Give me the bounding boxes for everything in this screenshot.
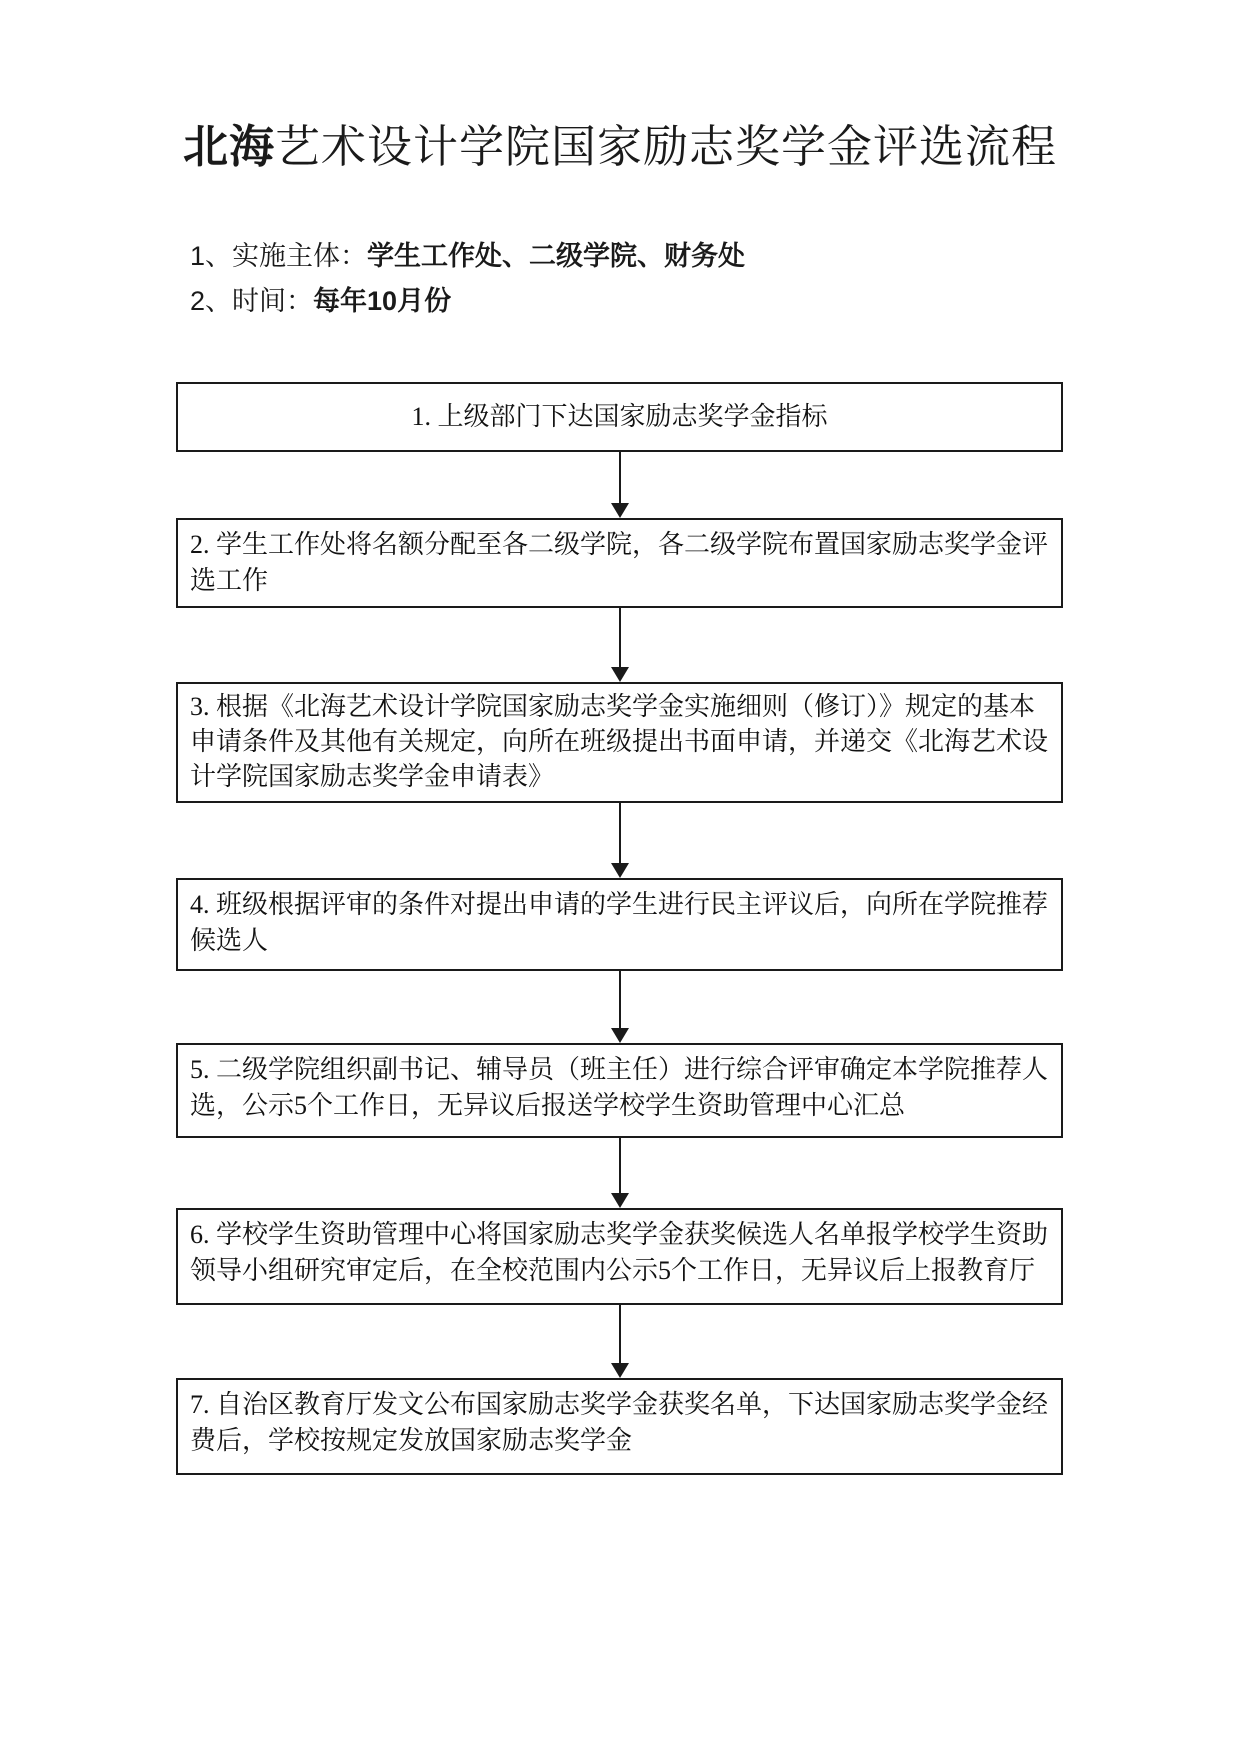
arrow-shaft xyxy=(619,1138,621,1193)
flow-step-5: 5. 二级学院组织副书记、辅导员（班主任）进行综合评审确定本学院推荐人选，公示5个工作日，无异议后报送学校学生资助管理中心汇总 xyxy=(176,1043,1063,1138)
intro-time-value: 每年10月份 xyxy=(313,286,452,316)
flow-step-1: 1. 上级部门下达国家励志奖学金指标 xyxy=(176,382,1063,452)
flow-step-6: 6. 学校学生资助管理中心将国家励志奖学金获奖候选人名单报学校学生资助领导小组研究审定后，在全校范围内公示5个工作日，无异议后上报教育厅 xyxy=(176,1208,1063,1305)
down-arrow-icon xyxy=(176,608,1063,682)
arrow-head xyxy=(611,667,629,682)
arrow-shaft xyxy=(619,803,621,863)
down-arrow-icon xyxy=(176,1305,1063,1378)
intro-implementers-label: 1、实施主体： xyxy=(190,241,368,271)
intro-section xyxy=(190,234,745,324)
flow-step-3: 3. 根据《北海艺术设计学院国家励志奖学金实施细则（修订）》规定的基本申请条件及其他有关规定，向所在班级提出书面申请，并递交《北海艺术设计学院国家励志奖学金申请表》 xyxy=(176,682,1063,803)
flow-step-7: 7. 自治区教育厅发文公布国家励志奖学金获奖名单，下达国家励志奖学金经费后，学校按规定发放国家励志奖学金 xyxy=(176,1378,1063,1475)
arrow-shaft xyxy=(619,608,621,667)
down-arrow-icon xyxy=(176,803,1063,878)
intro-line-time xyxy=(190,279,745,324)
title-school-name: 北海 xyxy=(182,121,275,172)
page-title xyxy=(0,110,1240,175)
arrow-head xyxy=(611,503,629,518)
arrow-shaft xyxy=(619,971,621,1028)
down-arrow-icon xyxy=(176,1138,1063,1208)
flow-step-4: 4. 班级根据评审的条件对提出申请的学生进行民主评议后，向所在学院推荐候选人 xyxy=(176,878,1063,971)
arrow-head xyxy=(611,1193,629,1208)
down-arrow-icon xyxy=(176,971,1063,1043)
intro-implementers-value: 学生工作处、二级学院、财务处 xyxy=(367,241,746,271)
arrow-shaft xyxy=(619,452,621,503)
flowchart xyxy=(176,382,1063,1475)
arrow-head xyxy=(611,1028,629,1043)
intro-line-implementers xyxy=(190,234,745,279)
down-arrow-icon xyxy=(176,452,1063,518)
title-rest: 艺术设计学院国家励志奖学金评选流程 xyxy=(275,121,1058,172)
flow-step-2: 2. 学生工作处将名额分配至各二级学院，各二级学院布置国家励志奖学金评选工作 xyxy=(176,518,1063,608)
arrow-shaft xyxy=(619,1305,621,1363)
arrow-head xyxy=(611,863,629,878)
arrow-head xyxy=(611,1363,629,1378)
intro-time-label: 2、时间： xyxy=(190,286,314,316)
